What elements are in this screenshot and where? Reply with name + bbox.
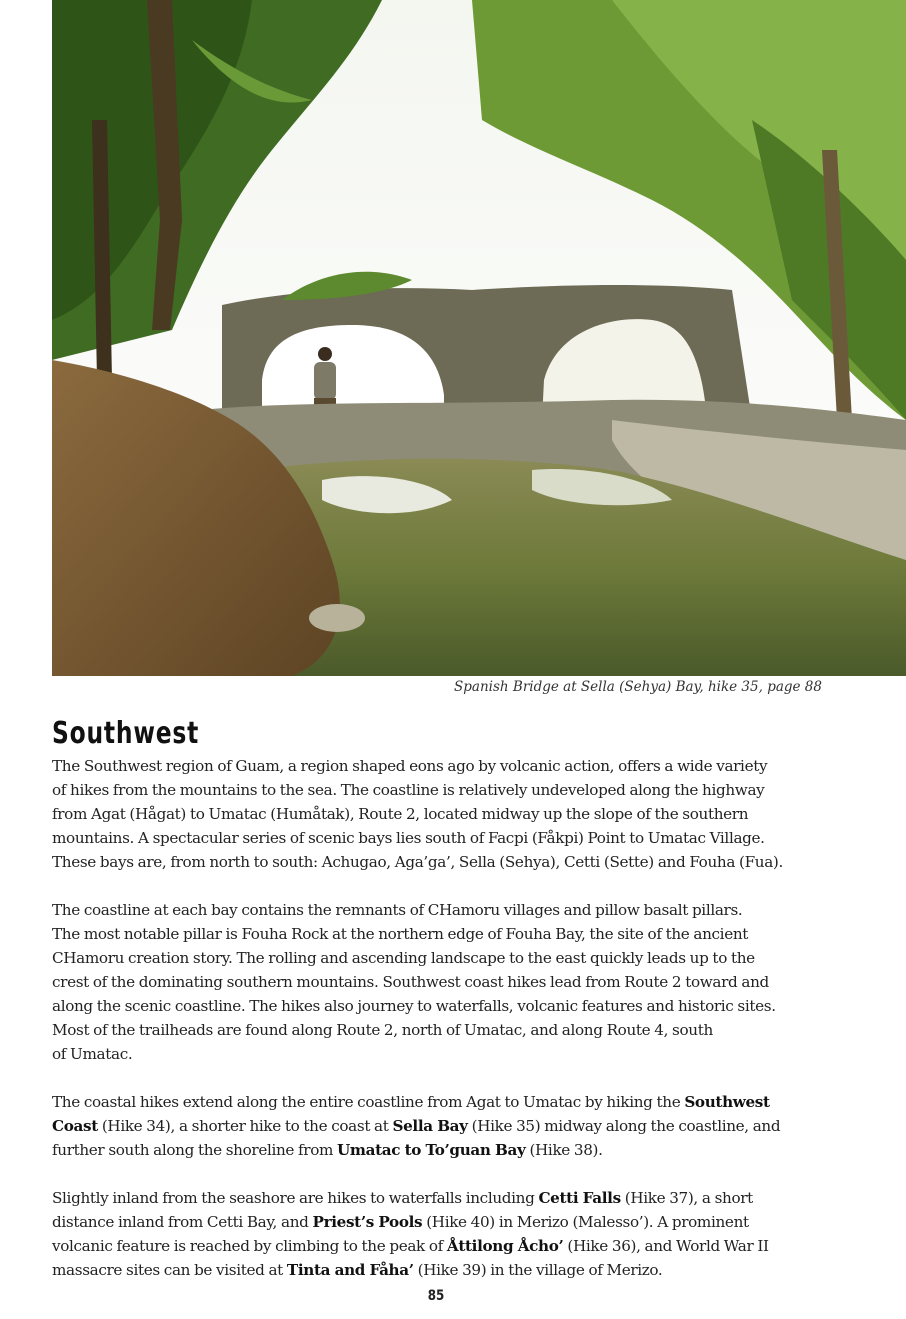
page-number: 85 — [427, 1288, 445, 1304]
text-line — [52, 1114, 842, 1138]
text-line — [52, 1090, 842, 1114]
text-segment: distance inland from Cetti Bay, and — [52, 1213, 313, 1231]
text-line — [52, 1186, 842, 1210]
text-line — [52, 754, 842, 778]
text-line — [52, 1258, 842, 1282]
body-paragraph — [52, 754, 842, 874]
hike-name-bold: Southwest — [684, 1093, 770, 1111]
text-segment: crest of the dominating southern mountains. Southwest coast hikes lead from Route 2 toward and — [52, 973, 769, 991]
text-line — [52, 778, 842, 802]
text-segment: (Hike 38). — [525, 1141, 603, 1159]
text-segment: further south along the shoreline from — [52, 1141, 338, 1159]
text-line — [52, 802, 842, 826]
text-segment: (Hike 37), a short — [620, 1189, 753, 1207]
text-line — [52, 1234, 842, 1258]
text-line — [52, 850, 842, 874]
text-segment: The coastal hikes extend along the entire coastline from Agat to Umatac by hiking the — [52, 1093, 685, 1111]
text-segment: The most notable pillar is Fouha Rock at the northern edge of Fouha Bay, the site of the ancient — [52, 925, 749, 943]
text-segment: Most of the trailheads are found along Route 2, north of Umatac, and along Route 4, south — [52, 1021, 713, 1039]
body-paragraph — [52, 1186, 842, 1282]
text-segment: (Hike 34), a shorter hike to the coast at — [97, 1117, 393, 1135]
text-segment: of Umatac. — [52, 1045, 133, 1063]
hike-name-bold: Coast — [52, 1117, 98, 1135]
text-segment: CHamoru creation story. The rolling and ascending landscape to the east quickly leads up to the — [52, 949, 755, 967]
text-segment: of hikes from the mountains to the sea. The coastline is relatively undeveloped along the highway — [52, 781, 765, 799]
text-segment: (Hike 39) in the village of Merizo. — [413, 1261, 663, 1279]
hike-name-bold: Sella Bay — [392, 1117, 468, 1135]
text-segment: (Hike 35) midway along the coastline, and — [467, 1117, 781, 1135]
text-segment: (Hike 36), and World War II — [563, 1237, 769, 1255]
text-line — [52, 970, 842, 994]
text-line — [52, 1210, 842, 1234]
text-segment: mountains. A spectacular series of scenic bays lies south of Facpi (Fåkpi) Point to Umatac Village. — [52, 829, 765, 847]
text-segment: massacre sites can be visited at — [52, 1261, 287, 1279]
body-paragraph — [52, 898, 842, 1066]
text-segment: Slightly inland from the seashore are hikes to waterfalls including — [52, 1189, 539, 1207]
text-line — [52, 1042, 842, 1066]
photo-caption: Spanish Bridge at Sella (Sehya) Bay, hike 35, page 88 — [454, 679, 822, 695]
spanish-bridge-photo — [52, 0, 906, 676]
hike-name-bold: Tinta and Fåha’ — [286, 1261, 414, 1279]
text-segment: (Hike 40) in Merizo (Malesso’). A prominent — [422, 1213, 749, 1231]
text-line — [52, 922, 842, 946]
hike-name-bold: Umatac to To’guan Bay — [337, 1141, 526, 1159]
text-line — [52, 1018, 842, 1042]
hike-name-bold: Cetti Falls — [538, 1189, 621, 1207]
text-line — [52, 994, 842, 1018]
text-segment: volcanic feature is reached by climbing to the peak of — [52, 1237, 447, 1255]
text-segment: The Southwest region of Guam, a region shaped eons ago by volcanic action, offers a wide variety — [52, 757, 768, 775]
hike-name-bold: Priest’s Pools — [312, 1213, 423, 1231]
text-line — [52, 826, 842, 850]
text-line — [52, 946, 842, 970]
text-segment: The coastline at each bay contains the remnants of CHamoru villages and pillow basalt pillars. — [52, 901, 743, 919]
body-text — [52, 754, 842, 1282]
section-title: Southwest — [52, 716, 200, 751]
text-segment: from Agat (Hågat) to Umatac (Humåtak), Route 2, located midway up the slope of the southern — [52, 805, 749, 823]
text-segment: These bays are, from north to south: Achugao, Aga’ga’, Sella (Sehya), Cetti (Sette) and Fouha (Fua). — [52, 853, 783, 871]
text-segment: along the scenic coastline. The hikes also journey to waterfalls, volcanic features and historic sites. — [52, 997, 776, 1015]
text-line — [52, 1138, 842, 1162]
body-paragraph — [52, 1090, 842, 1162]
hike-name-bold: Åttilong Åcho’ — [446, 1237, 564, 1255]
text-line — [52, 898, 842, 922]
